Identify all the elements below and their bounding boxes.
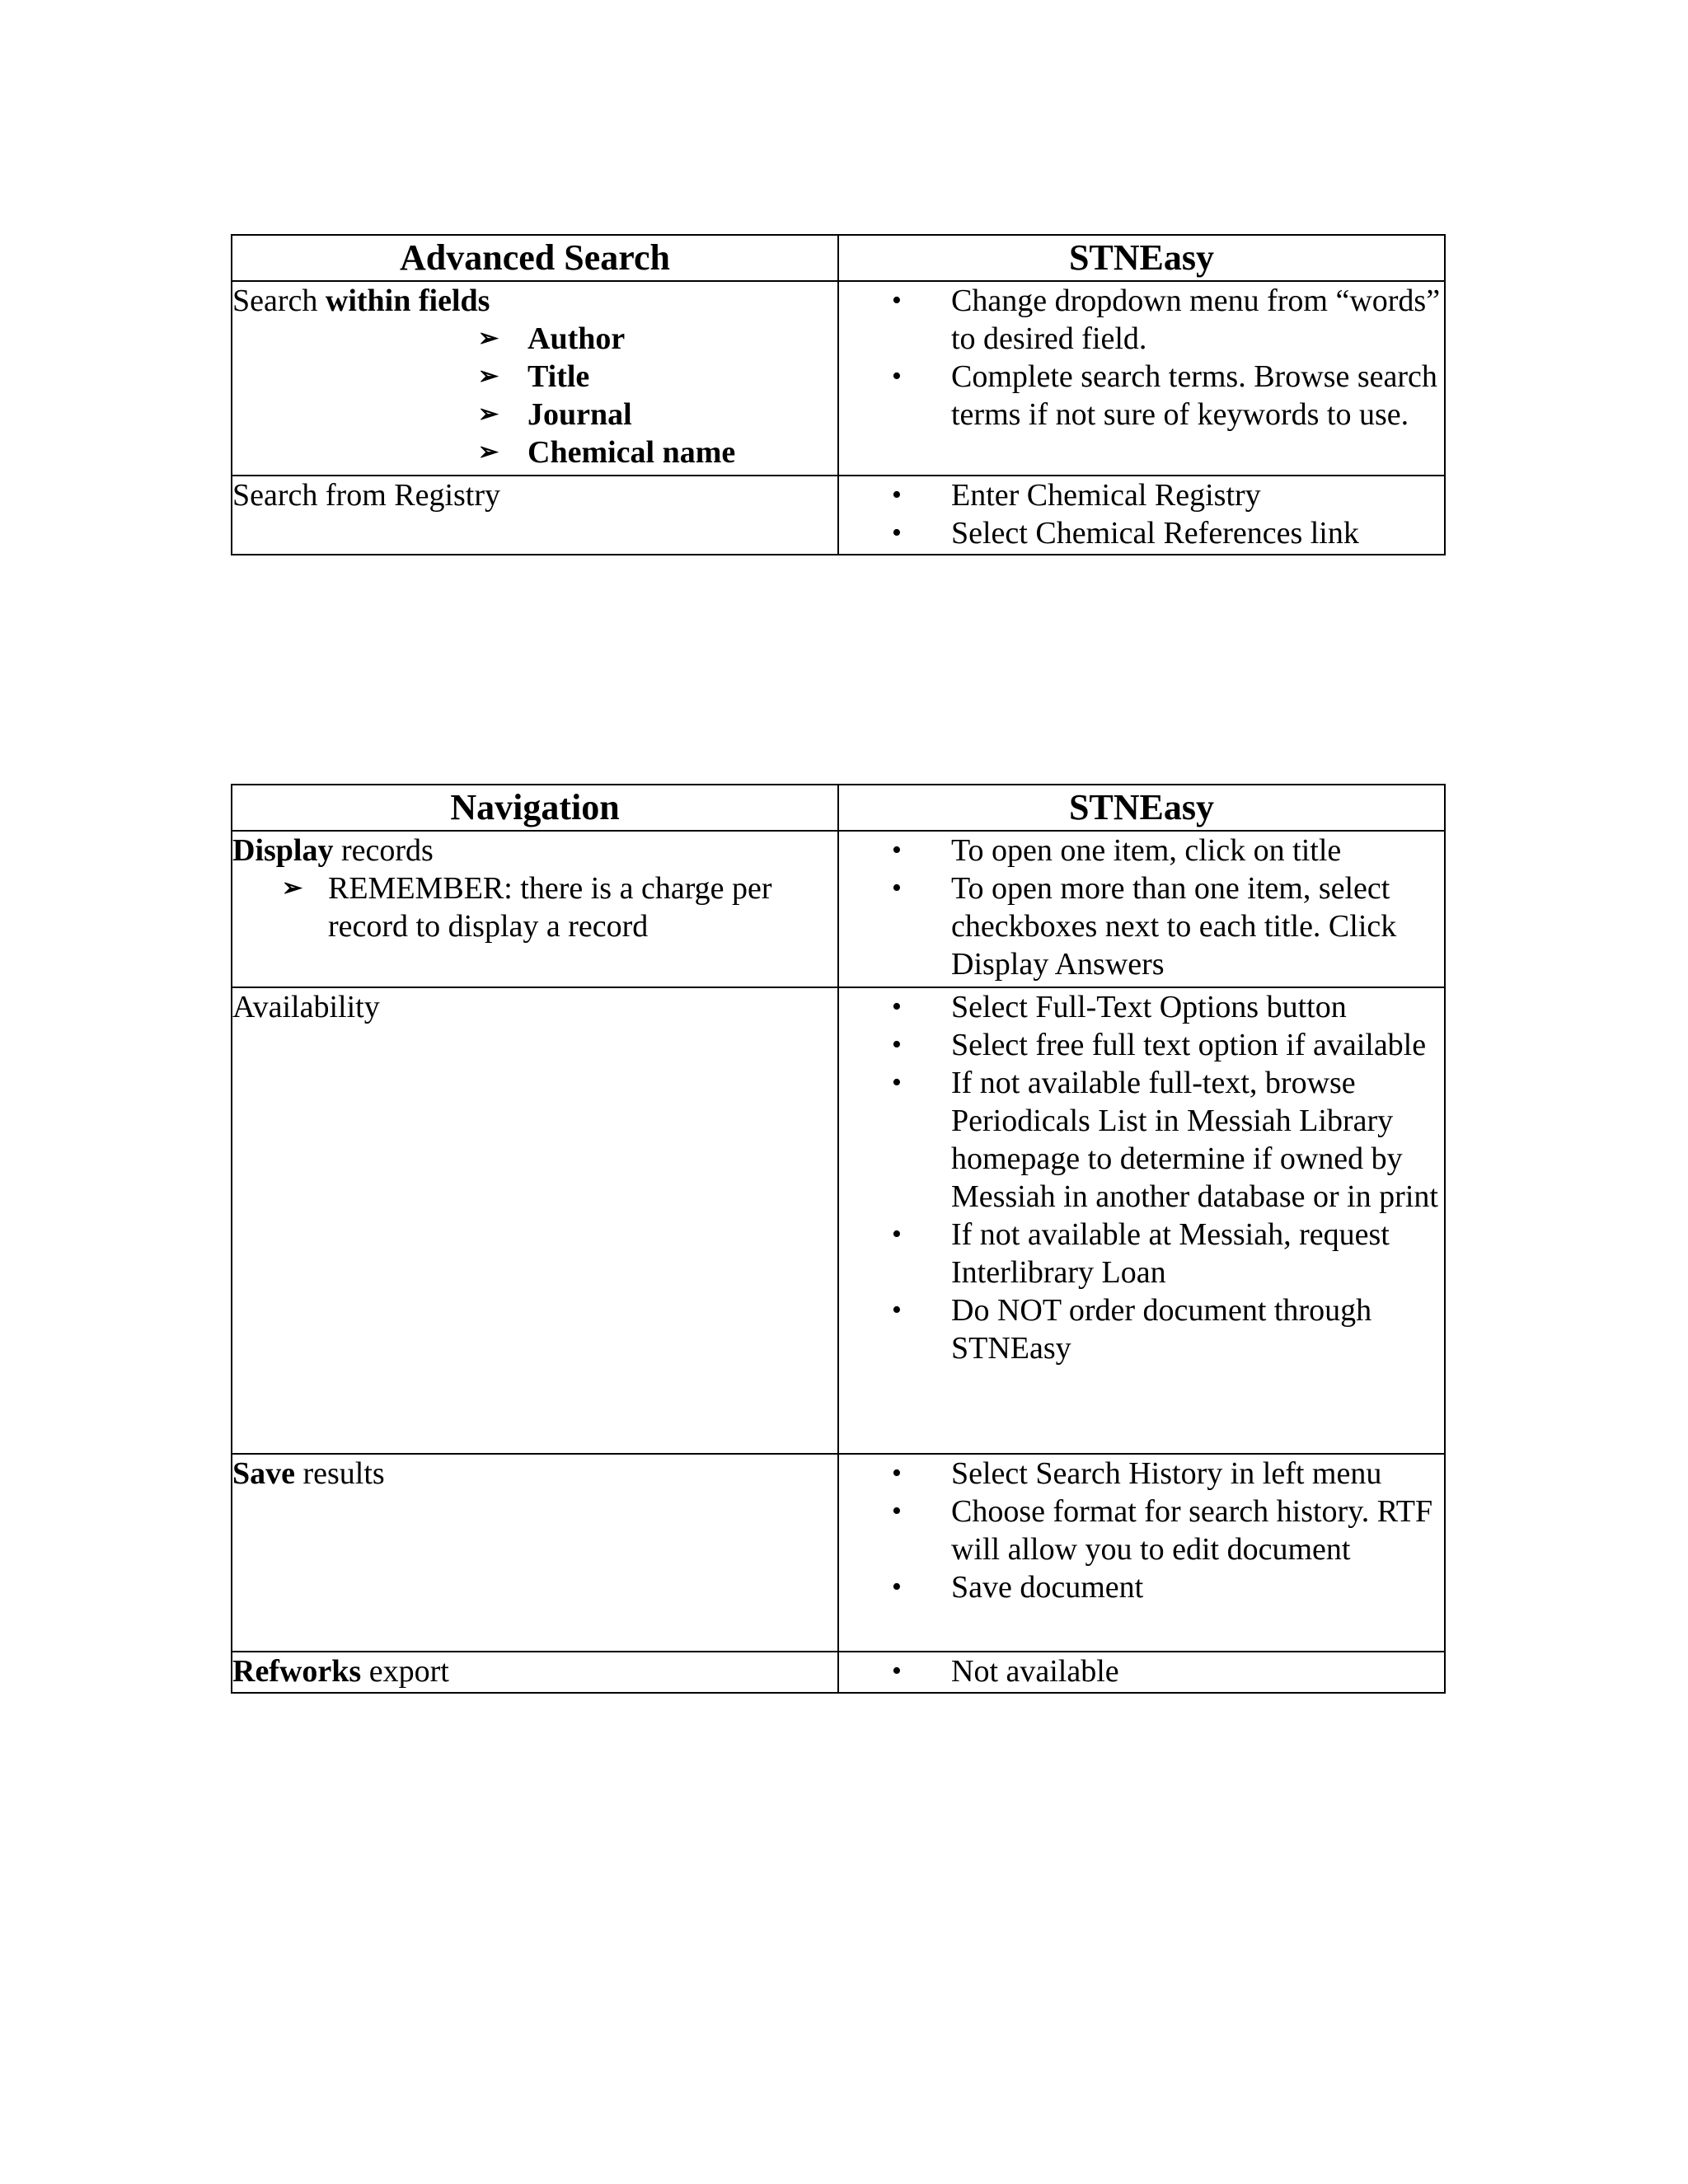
navigation-table [231, 784, 1446, 1694]
row-steps-cell [838, 476, 1445, 555]
step-text: If not available full-text, browse Periodicals List in Messiah Library homepage to determine if owned by Messiah in another database or in print [951, 1066, 1438, 1214]
row-steps-cell [838, 831, 1445, 987]
step-text: Enter Chemical Registry [951, 478, 1261, 513]
steps-list [839, 1652, 1444, 1690]
dot-bullet-icon: • [892, 518, 902, 548]
row-label-cell [232, 987, 838, 1454]
list-item [839, 988, 1444, 1026]
list-item [839, 282, 1444, 358]
step-text: If not available at Messiah, request Interlibrary Loan [951, 1217, 1390, 1290]
row-steps-cell [838, 1454, 1445, 1652]
row-label: Availability [232, 990, 380, 1024]
steps-list [839, 282, 1444, 434]
field-journal: Journal [528, 397, 632, 432]
dot-bullet-icon: • [892, 1067, 902, 1098]
list-item [839, 514, 1444, 552]
row-label-bold: Display [232, 833, 334, 868]
row-label-cell [232, 1454, 838, 1652]
list-item [839, 1568, 1444, 1606]
table-row [232, 831, 1445, 987]
list-item [839, 832, 1444, 869]
table-row [232, 1652, 1445, 1693]
list-item [839, 1216, 1444, 1291]
row-steps-cell [838, 281, 1445, 476]
steps-list [839, 832, 1444, 983]
field-chemical-name: Chemical name [528, 435, 736, 470]
row-label-suffix: export [361, 1654, 449, 1689]
steps-list [839, 988, 1444, 1367]
dot-bullet-icon: • [892, 835, 902, 865]
row-label-suffix: results [295, 1456, 385, 1491]
list-item [839, 1026, 1444, 1064]
arrow-bullet-icon: ➢ [478, 363, 499, 390]
list-item [839, 1493, 1444, 1568]
step-text: Save document [951, 1570, 1144, 1605]
step-text: Select Chemical References link [951, 516, 1359, 551]
arrow-bullet-icon: ➢ [478, 438, 499, 466]
row-label-bold: Refworks [232, 1654, 362, 1689]
list-item [839, 476, 1444, 514]
table-row [232, 281, 1445, 476]
field-author: Author [528, 321, 626, 356]
row-label: Search from Registry [232, 478, 501, 513]
table-row [232, 987, 1445, 1454]
field-title: Title [528, 359, 590, 394]
dot-bullet-icon: • [892, 1295, 902, 1325]
list-item [839, 869, 1444, 983]
step-text: Change dropdown menu from “words” to desired field. [951, 284, 1441, 356]
step-text: Select Search History in left menu [951, 1456, 1382, 1491]
step-text: Do NOT order document through STNEasy [951, 1293, 1372, 1366]
charge-note: REMEMBER: there is a charge per record to display a record [328, 871, 772, 944]
row-label-cell [232, 476, 838, 555]
step-text: Not available [951, 1654, 1119, 1689]
table-row [232, 1454, 1445, 1652]
dot-bullet-icon: • [892, 1458, 902, 1488]
list-item [839, 1455, 1444, 1493]
row-steps-cell [838, 987, 1445, 1454]
step-text: To open more than one item, select checkboxes next to each title. Click Display Answers [951, 871, 1397, 982]
header-stneasy: STNEasy [838, 785, 1445, 831]
step-text: Complete search terms. Browse search terms if not sure of keywords to use. [951, 359, 1437, 432]
row-label-cell [232, 1652, 838, 1693]
step-text: Choose format for search history. RTF will allow you to edit document [951, 1494, 1433, 1567]
list-item [478, 396, 837, 434]
steps-list [839, 476, 1444, 552]
dot-bullet-icon: • [892, 1572, 902, 1602]
step-text: Select Full-Text Options button [951, 990, 1347, 1024]
row-steps-cell [838, 1652, 1445, 1693]
dot-bullet-icon: • [892, 285, 902, 316]
row-label-cell [232, 831, 838, 987]
table-header-row [232, 235, 1445, 281]
arrow-bullet-icon: ➢ [478, 401, 499, 428]
dot-bullet-icon: • [892, 873, 902, 903]
dot-bullet-icon: • [892, 1656, 902, 1686]
advanced-search-table [231, 234, 1446, 555]
list-item [478, 434, 837, 471]
arrow-bullet-icon: ➢ [282, 874, 303, 902]
dot-bullet-icon: • [892, 1029, 902, 1060]
list-item [478, 358, 837, 396]
row-label-bold: Save [232, 1456, 295, 1491]
search-fields-list [232, 320, 837, 471]
list-item [839, 358, 1444, 434]
table-row [232, 476, 1445, 555]
step-text: Select free full text option if available [951, 1028, 1427, 1062]
row-label-prefix: Search [232, 284, 326, 318]
header-navigation: Navigation [232, 785, 838, 831]
table-header-row [232, 785, 1445, 831]
list-item [839, 1291, 1444, 1367]
dot-bullet-icon: • [892, 1219, 902, 1249]
steps-list [839, 1455, 1444, 1606]
arrow-bullet-icon: ➢ [478, 325, 499, 352]
row-label-bold: within fields [325, 284, 490, 318]
step-text: To open one item, click on title [951, 833, 1342, 868]
dot-bullet-icon: • [892, 1496, 902, 1526]
list-item [839, 1652, 1444, 1690]
list-item [282, 869, 837, 945]
row-label-cell [232, 281, 838, 476]
note-list [232, 869, 837, 945]
dot-bullet-icon: • [892, 361, 902, 391]
list-item [839, 1064, 1444, 1216]
dot-bullet-icon: • [892, 480, 902, 510]
list-item [478, 320, 837, 358]
row-label-suffix: records [333, 833, 434, 868]
header-advanced-search: Advanced Search [232, 235, 838, 281]
header-stneasy: STNEasy [838, 235, 1445, 281]
dot-bullet-icon: • [892, 991, 902, 1022]
